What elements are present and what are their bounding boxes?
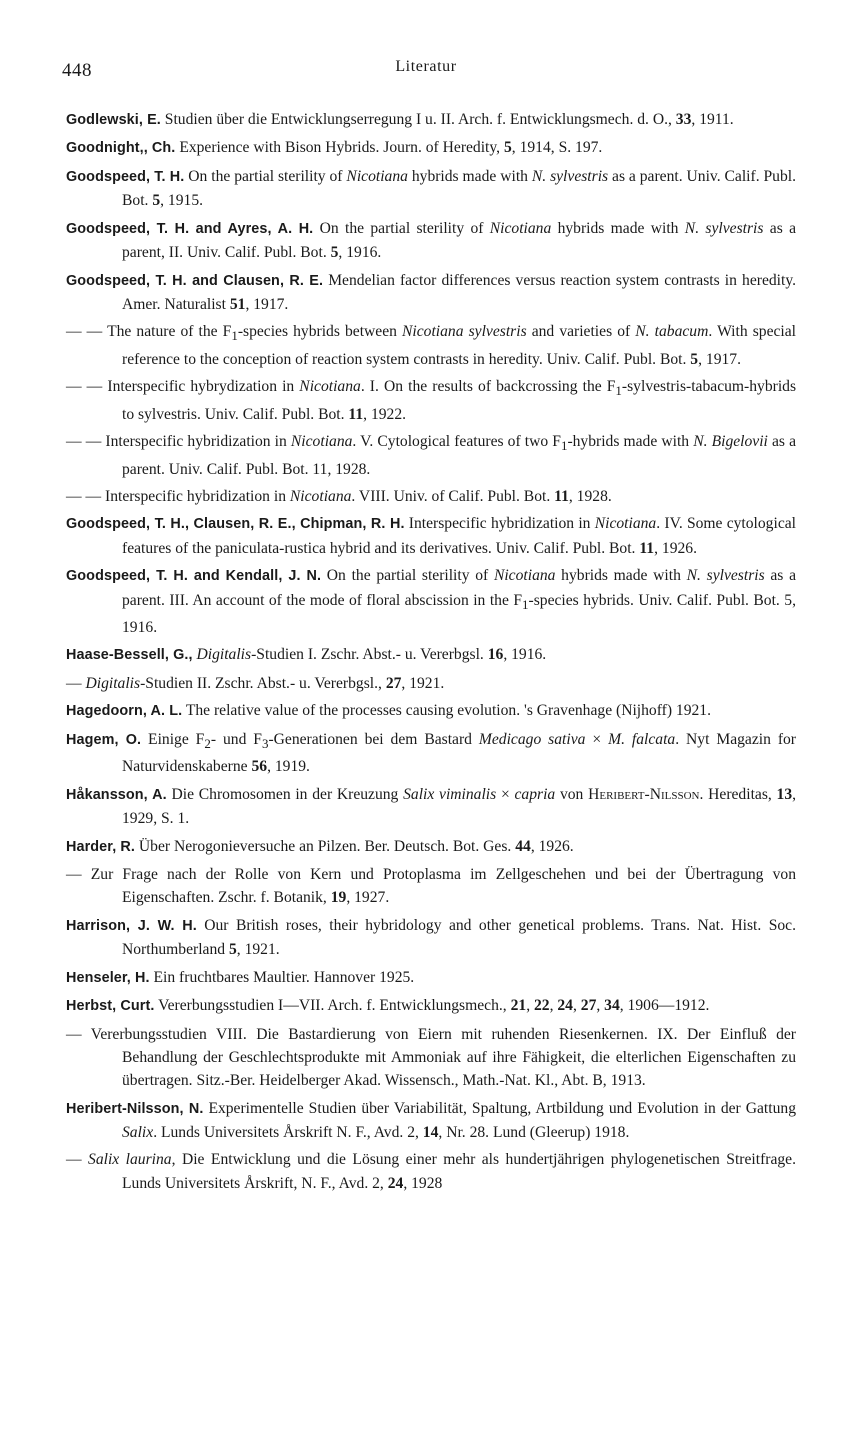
entry-citation: Zur Frage nach der Rolle von Kern und Protoplasma im Zellgeschehen und bei der Übertragung von Eigenschaften. Zschr. f. Botanik, 19, 1927. [90,866,797,907]
entry-author: Goodspeed, T. H., Clausen, R. E., Chipman, R. H. [66,516,405,533]
entry-citation: The nature of the $F_1$-species hybrids between Nicotiana sylvestris and varieties of N. tabacum. With special reference to the conception of reaction system contrasts in heredity. Univ. Calif. Publ. Bot. 5, 1917. [107,323,796,368]
entry-citation: On the partial sterility of Nicotiana hybrids made with N. sylvestris as a parent, II. Univ. Calif. Publ. Bot. 5, 1916. [122,219,796,262]
entry-author: Harrison, J. W. H. [66,917,197,934]
entry-citation: Mendelian factor differences versus reaction system contrasts in heredity. Amer. Naturalist 51, 1917. [122,271,797,313]
bibliography-entry [66,269,796,317]
bibliography-entry [66,835,796,859]
bibliography-entry [66,1148,796,1195]
bibliography-entry [66,217,796,265]
entry-citation: Interspecific hybridization in Nicotiana. IV. Some cytological features of the paniculata-rustica hybrid and its derivatives. Univ. Calif. Publ. Bot. 11, 1926. [122,515,796,557]
entry-author: Hagem, O. [66,731,142,748]
bibliography-entry [66,863,796,910]
entry-citation: Interspecific hybrydization in Nicotiana. I. On the results of backcrossing the $F_1-sylvestris-tabacum$-hybrids to sylvestris. Univ. Calif. Publ. Bot. 11, 1922. [107,378,797,423]
bibliography-entry [66,136,796,160]
entry-author: Haase-Bessell, G., [66,647,193,664]
bibliography-entry [66,320,796,371]
bibliography-entry [66,108,796,132]
entry-author: Hagedoorn, A. L. [66,703,183,720]
bibliography-entry [66,966,796,990]
entry-author: Harder, R. [66,838,135,855]
page-header [62,58,790,88]
bibliography-entry [66,643,796,667]
entry-citation: Vererbungsstudien VIII. Die Bastardierung von Eiern mit ruhenden Riesenkernen. IX. Der Einfluß der Behandlung der Geschlechtsprodukte mit Ammoniak auf ihre Fähigkeit, die elterlichen Eigenschaften zu übertragen. Sitz.-Ber. Heidelberger Akad. Wissensch., Math.-Nat. Kl., Abt. B, 1913. [90,1025,796,1090]
entry-citation: Studien über die Entwicklungserregung I u. II. Arch. f. Entwicklungsmech. d. O., 33, 1911. [164,111,734,128]
bibliography-entry [66,165,796,213]
entry-author-repeat: — — [66,487,102,505]
entry-author-repeat: — [66,1025,82,1043]
entry-author: Håkansson, A. [66,786,167,803]
entry-citation: The relative value of the processes causing evolution. 's Gravenhage (Nijhoff) 1921. [185,702,712,720]
entry-author-repeat: — [66,866,82,884]
entry-citation: Ein fruchtbares Maultier. Hannover 1925. [153,968,415,986]
entry-citation: Über Nerogonieversuche an Pilzen. Ber. Deutsch. Bot. Ges. 44, 1926. [138,837,574,855]
entry-author: Godlewski, E. [66,112,161,128]
entry-author: Goodspeed, T. H. and Clausen, R. E. [66,272,324,289]
entry-citation: On the partial sterility of Nicotiana hybrids made with N. sylvestris as a parent. Univ. Calif. Publ. Bot. 5, 1915. [122,167,796,210]
entry-author-repeat: — — [66,323,103,341]
bibliography-entry [66,512,796,560]
bibliography-entry [66,430,796,481]
bibliography-entry [66,994,796,1018]
bibliography-entry [66,914,796,962]
entry-author: Goodspeed, T. H. [66,168,185,185]
bibliography-entry [66,728,796,779]
entry-author: Henseler, H. [66,969,150,986]
entry-citation: Experience with Bison Hybrids. Journ. of Heredity, 5, 1914, S. 197. [179,139,603,157]
bibliography-entry [66,1023,796,1093]
entry-author-repeat: — [66,674,82,692]
entry-citation: Die Chromosomen in der Kreuzung Salix viminalis × capria von Heribert-Nilsson. Hereditas, 13, 1929, S. 1. [122,785,797,828]
entry-author: Goodnight,, Ch. [66,140,176,157]
entry-author-repeat: — [66,1151,82,1169]
entry-author: Goodspeed, T. H. and Ayres, A. H. [66,220,314,237]
entry-citation: Interspecific hybridization in Nicotiana. VIII. Univ. of Calif. Publ. Bot. 11, 1928. [105,487,612,505]
entry-author-repeat: — — [66,433,102,451]
running-head: Literatur [395,58,457,75]
entry-citation: Digitalis-Studien I. Zschr. Abst.- u. Vererbgsl. 16, 1916. [196,646,547,664]
entry-citation: Our British roses, their hybridology and other genetical problems. Trans. Nat. Hist. Soc. Northumberland 5, 1921. [122,916,796,959]
bibliography-entry [66,375,796,426]
bibliography-entry [66,783,796,831]
entry-citation: On the partial sterility of Nicotiana hybrids made with N. sylvestris as a parent. III. An account of the mode of floral abscission in the $F_1$-species hybrids. Univ. Calif. Publ. Bot. 5, 1916. [122,567,797,636]
entry-citation: Experimentelle Studien über Variabilität, Spaltung, Artbildung und Evolution in der Gattung Salix. Lunds Universitets Årskrift N. F., Avd. 2, 14, Nr. 28. Lund (Gleerup) 1918. [122,1099,796,1141]
entry-citation: Interspecific hybridization in Nicotiana. V. Cytological features of two $F_1$-hybrids made with N. Bigelovii as a parent. Univ. Calif. Publ. Bot. 11, 1928. [105,433,796,478]
entry-author: Goodspeed, T. H. and Kendall, J. N. [66,568,322,585]
bibliography-entry [66,485,796,508]
entry-author-repeat: — — [66,378,103,396]
bibliography-entry [66,1097,796,1145]
page-number: 448 [62,60,92,81]
entry-author: Heribert-Nilsson, N. [66,1100,204,1117]
bibliography-list [66,108,796,1199]
entry-citation: Vererbungsstudien I—VII. Arch. f. Entwicklungsmech., 21, 22, 24, 27, 34, 1906—1912. [158,997,710,1015]
bibliography-entry [66,672,796,695]
entry-author: Herbst, Curt. [66,998,155,1015]
bibliography-entry [66,564,796,639]
bibliography-entry [66,699,796,723]
entry-citation: Salix laurina, Die Entwicklung und die Lösung einer mehr als hundertjährigen phylogenetischen Streitfrage. Lunds Universitets Årskrift, N. F., Avd. 2, 24, 1928 [88,1151,796,1192]
entry-citation: Einige $F_2-$ und $F_3$-Generationen bei dem Bastard Medicago sativa × M. falcata. Nyt Magazin for Naturvidenskaberne 56, 1919. [122,730,797,776]
entry-citation: Digitalis-Studien II. Zschr. Abst.- u. Vererbgsl., 27, 1921. [85,674,445,692]
